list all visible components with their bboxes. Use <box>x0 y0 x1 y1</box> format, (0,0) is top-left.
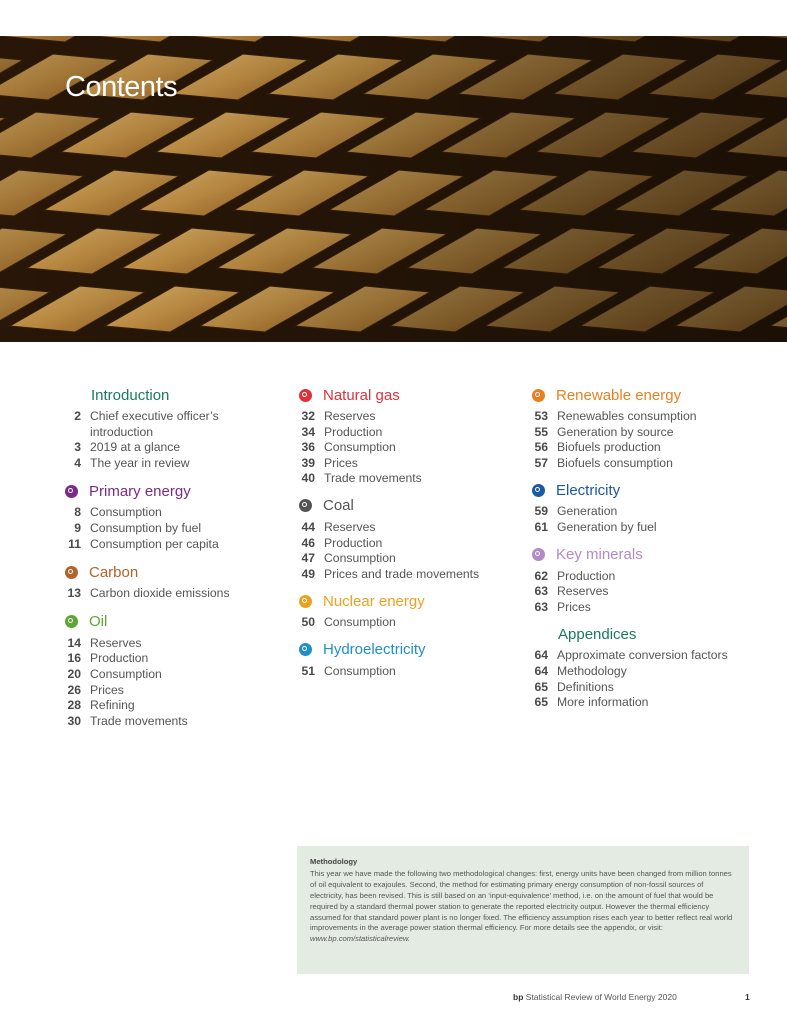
entry-label: More information <box>557 695 649 710</box>
section-title: Oil <box>89 613 108 631</box>
entry-page-number: 34 <box>301 424 315 439</box>
contents-entry[interactable] <box>65 651 230 667</box>
footer <box>513 992 677 1002</box>
coal-icon <box>299 499 312 512</box>
contents-column-2 <box>299 384 479 680</box>
entry-page-number: 28 <box>67 698 81 713</box>
section-title: Electricity <box>556 481 621 499</box>
contents-entry[interactable] <box>65 683 230 699</box>
contents-entry[interactable] <box>65 537 230 553</box>
entry-page-number: 44 <box>301 519 315 534</box>
entry-page-number: 36 <box>301 440 315 455</box>
contents-entry[interactable] <box>299 409 479 425</box>
contents-entry[interactable] <box>532 504 728 520</box>
hero-image <box>0 36 787 342</box>
entry-label: Consumption <box>324 663 396 678</box>
entry-page-number: 11 <box>68 536 81 551</box>
contents-entry[interactable] <box>532 569 728 585</box>
section-carbon <box>65 561 230 602</box>
contents-entry[interactable] <box>299 664 479 680</box>
section-heading[interactable] <box>299 590 479 612</box>
entry-label: Carbon dioxide emissions <box>90 586 230 601</box>
contents-entry[interactable] <box>65 586 230 602</box>
section-coal <box>299 495 479 582</box>
page-number: 1 <box>745 992 750 1002</box>
section-heading[interactable] <box>65 611 230 633</box>
entry-page-number: 32 <box>301 409 315 423</box>
entry-page-number: 56 <box>534 440 548 455</box>
entry-label: Generation <box>557 504 618 519</box>
contents-entry[interactable] <box>299 615 479 631</box>
entry-label: Production <box>324 535 383 550</box>
contents-entry[interactable] <box>299 520 479 536</box>
entry-page-number: 51 <box>301 663 315 678</box>
section-heading[interactable] <box>299 495 479 517</box>
entry-page-number: 3 <box>74 440 81 455</box>
entry-label: Renewables consumption <box>557 409 697 423</box>
entry-label: Reserves <box>90 635 142 650</box>
entry-page-number <box>65 425 81 441</box>
section-primary-energy <box>65 480 230 552</box>
entry-label: Definitions <box>557 679 614 694</box>
contents-entry[interactable] <box>65 636 230 652</box>
primary-energy-icon <box>65 485 78 498</box>
contents-entry[interactable] <box>532 409 728 425</box>
entry-label: Trade movements <box>324 471 422 486</box>
contents-entry[interactable] <box>532 520 728 536</box>
entry-label: Prices <box>324 455 358 470</box>
entry-label: Approximate conversion factors <box>557 648 728 663</box>
entry-label: Biofuels production <box>557 440 661 455</box>
section-heading[interactable] <box>65 384 230 406</box>
entry-page-number: 26 <box>67 682 81 697</box>
entry-page-number: 13 <box>67 586 81 601</box>
entry-label: Reserves <box>324 409 376 423</box>
entry-page-number: 57 <box>534 455 548 470</box>
contents-entry[interactable] <box>532 425 728 441</box>
entry-page-number: 62 <box>534 568 548 583</box>
contents-entry[interactable] <box>65 667 230 683</box>
contents-entry[interactable] <box>65 714 230 730</box>
contents-entry[interactable] <box>65 521 230 537</box>
entry-page-number: 9 <box>74 520 81 535</box>
entry-label: Prices <box>90 682 124 697</box>
contents-entry[interactable] <box>299 456 479 472</box>
entry-page-number: 63 <box>534 599 548 614</box>
contents-entry[interactable] <box>65 698 230 714</box>
page-title: Contents <box>65 71 178 103</box>
contents-entry[interactable] <box>299 471 479 487</box>
entry-label: Biofuels consumption <box>557 455 673 470</box>
entry-page-number: 4 <box>74 455 81 470</box>
contents-entry[interactable] <box>532 584 728 600</box>
section-heading[interactable] <box>532 623 728 645</box>
section-title: Primary energy <box>89 482 191 500</box>
oil-icon <box>65 615 78 628</box>
entry-label: Consumption <box>90 505 162 520</box>
section-key-minerals <box>532 544 728 616</box>
bp-logo-text: bp <box>513 992 524 1002</box>
contents-entry[interactable] <box>532 680 728 696</box>
entry-label: Consumption <box>324 615 396 630</box>
contents-entry[interactable] <box>65 409 230 425</box>
entry-page-number: 55 <box>534 424 548 439</box>
contents-entry[interactable] <box>532 440 728 456</box>
entry-page-number: 30 <box>67 713 81 728</box>
contents-entry[interactable] <box>299 440 479 456</box>
section-heading[interactable] <box>532 479 728 501</box>
entry-page-number: 8 <box>74 505 81 520</box>
section-heading[interactable] <box>299 639 479 661</box>
contents-entry[interactable] <box>299 567 479 583</box>
contents-entry[interactable] <box>65 505 230 521</box>
section-introduction <box>65 384 230 471</box>
entry-page-number: 14 <box>67 635 81 650</box>
hydro-icon <box>299 643 312 656</box>
entry-page-number: 63 <box>534 584 548 599</box>
entry-page-number: 65 <box>534 679 548 694</box>
entry-label: Prices <box>557 599 591 614</box>
entry-label: Chief executive officer’s <box>90 409 219 423</box>
renewable-icon <box>532 389 545 402</box>
section-renewable <box>532 384 728 471</box>
methodology-title: Methodology <box>310 857 358 866</box>
section-heading[interactable] <box>65 561 230 583</box>
entry-page-number: 40 <box>301 471 315 486</box>
section-natural-gas <box>299 384 479 487</box>
entry-label: Generation by source <box>557 424 674 439</box>
entry-label: Prices and trade movements <box>324 566 480 581</box>
entry-page-number: 46 <box>301 535 315 550</box>
entry-label: Production <box>90 651 149 666</box>
entry-label: Reserves <box>557 584 609 599</box>
section-heading[interactable] <box>532 384 728 406</box>
entry-label: Consumption <box>324 440 396 455</box>
contents-entry[interactable] <box>299 551 479 567</box>
section-title: Hydroelectricity <box>323 641 426 659</box>
entry-page-number: 39 <box>301 455 315 470</box>
nuclear-icon <box>299 595 312 608</box>
natural-gas-icon <box>299 389 312 402</box>
entry-label: introduction <box>90 424 154 439</box>
carbon-icon <box>65 566 78 579</box>
section-appendices <box>532 623 728 710</box>
section-heading[interactable] <box>299 384 479 406</box>
publication-title: Statistical Review of World Energy 2020 <box>525 992 677 1002</box>
entry-page-number: 59 <box>534 504 548 519</box>
entry-page-number: 64 <box>534 663 548 678</box>
electricity-icon <box>532 484 545 497</box>
entry-page-number: 61 <box>534 519 548 534</box>
entry-label: Trade movements <box>90 713 188 728</box>
entry-label: Methodology <box>557 663 627 678</box>
contents-entry[interactable] <box>65 425 230 441</box>
entry-page-number: 2 <box>74 409 81 423</box>
contents-entry[interactable] <box>532 648 728 664</box>
entry-page-number: 53 <box>534 409 548 423</box>
key-minerals-icon <box>532 548 545 561</box>
section-oil <box>65 611 230 730</box>
contents-entry[interactable] <box>299 536 479 552</box>
entry-page-number: 47 <box>301 551 315 566</box>
entry-label: The year in review <box>90 455 190 470</box>
contents-entry[interactable] <box>532 695 728 711</box>
entry-label: Consumption per capita <box>90 536 219 551</box>
contents-entry[interactable] <box>532 664 728 680</box>
entry-label: Consumption <box>90 666 162 681</box>
section-title: Nuclear energy <box>323 592 425 610</box>
contents-entry[interactable] <box>532 456 728 472</box>
statistical-review-link[interactable]: www.bp.com/statisticalreview. <box>310 934 411 944</box>
entry-label: Consumption <box>324 551 396 566</box>
entry-label: Production <box>324 424 383 439</box>
section-title: Natural gas <box>323 386 400 404</box>
section-electricity <box>532 479 728 535</box>
contents-entry[interactable] <box>532 600 728 616</box>
entry-label: Generation by fuel <box>557 519 657 534</box>
entry-label: Reserves <box>324 519 376 534</box>
entry-label: Production <box>557 568 616 583</box>
section-title: Carbon <box>89 563 139 581</box>
section-hydro <box>299 639 479 680</box>
section-nuclear <box>299 590 479 631</box>
section-title: Coal <box>323 497 354 515</box>
entry-page-number: 16 <box>67 651 81 666</box>
contents-column-1 <box>65 384 230 729</box>
entry-label: Refining <box>90 698 135 713</box>
contents-entry[interactable] <box>299 425 479 441</box>
section-title: Key minerals <box>556 546 643 564</box>
contents-entry[interactable] <box>65 440 230 456</box>
section-title: Appendices <box>558 625 637 643</box>
section-title: Introduction <box>91 386 170 404</box>
section-heading[interactable] <box>65 480 230 502</box>
section-heading[interactable] <box>532 544 728 566</box>
entry-page-number: 50 <box>301 615 315 630</box>
section-title: Renewable energy <box>556 386 682 404</box>
methodology-text: This year we have made the following two methodological changes: first, energy units have been changed from million tonnes of oil equivalent to exajoules. Second, the method for estimating primary energy consumption of non-fossil sources of electricity, has been revised. This is still based on an ‘input-equivalence’ method, i.e. on the amount of fuel that would be required by a standard thermal power station to generate the reported electricity output. However the thermal efficiency assumed for that standard power plant is no longer fixed. The efficiency assumption rises each year to better reflect real world improvements in the average power station thermal efficiency. For more details see the appendix, or visit: <box>310 868 733 933</box>
methodology-box <box>297 846 749 974</box>
entry-label: Consumption by fuel <box>90 520 202 535</box>
entry-page-number: 20 <box>67 666 81 681</box>
entry-label: 2019 at a glance <box>90 440 181 455</box>
contents-entry[interactable] <box>65 456 230 472</box>
contents-column-3 <box>532 384 728 711</box>
entry-page-number: 49 <box>301 566 315 581</box>
entry-page-number: 65 <box>534 695 548 710</box>
entry-page-number: 64 <box>534 648 548 663</box>
